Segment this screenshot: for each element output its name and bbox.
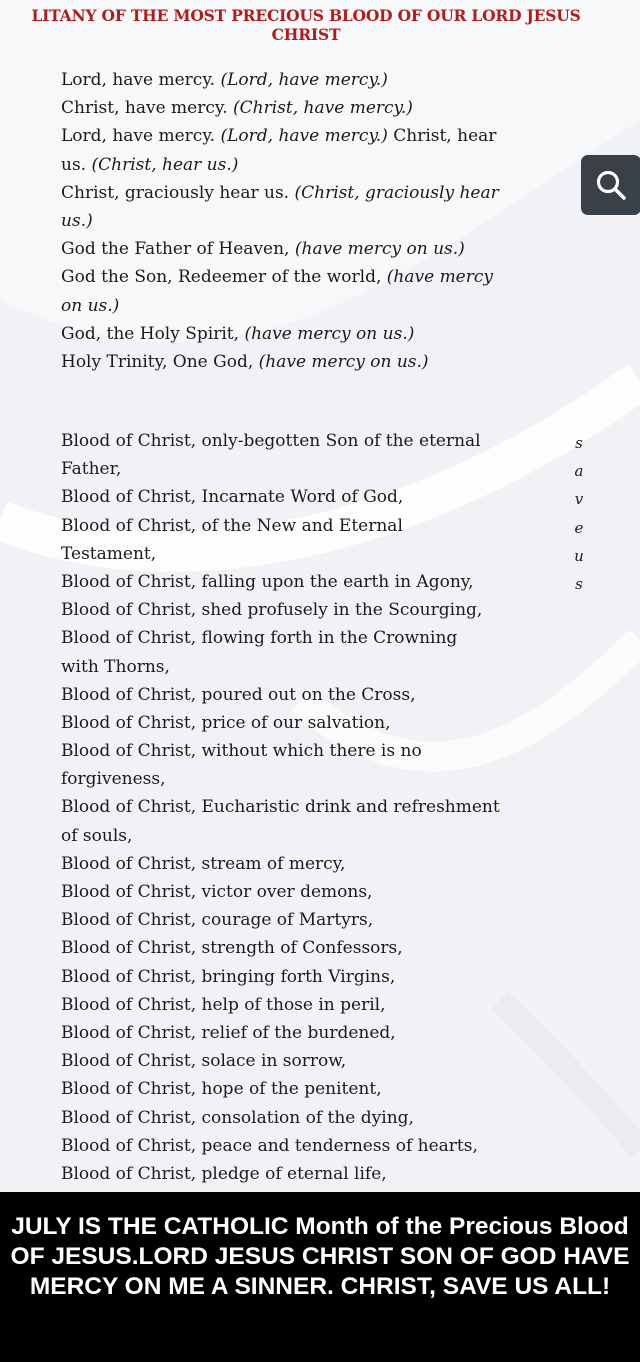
invocation-text: God the Son, Redeemer of the world, bbox=[61, 267, 387, 288]
litany-line: of souls, bbox=[61, 825, 133, 846]
response-text: (Christ, graciously hear bbox=[294, 182, 499, 203]
response-text: us.) bbox=[61, 210, 93, 231]
litany-line: Blood of Christ, consolation of the dying, bbox=[61, 1107, 414, 1128]
invocation-text: us. bbox=[61, 154, 92, 175]
invocation-text: Holy Trinity, One God, bbox=[61, 351, 259, 372]
response-text: (Lord, have mercy.) bbox=[220, 126, 388, 147]
invocation-text: God the Father of Heaven, bbox=[61, 239, 295, 260]
response-text: (Lord, have mercy.) bbox=[220, 70, 388, 90]
litany-line bbox=[61, 179, 499, 207]
litany-line bbox=[61, 348, 499, 376]
litany-line: Blood of Christ, only-begotten Son of the eternal bbox=[61, 431, 481, 451]
litany-line: Blood of Christ, shed profusely in the Scourging, bbox=[61, 600, 483, 621]
side-letter: a bbox=[574, 462, 584, 481]
litany-line: forgiveness, bbox=[61, 769, 166, 790]
litany-line: Blood of Christ, price of our salvation, bbox=[61, 712, 391, 733]
litany-line: Blood of Christ, flowing forth in the Crowning bbox=[61, 628, 458, 649]
response-text: (have mercy on us.) bbox=[258, 351, 429, 372]
blood-invocations bbox=[61, 427, 500, 1188]
invocation-text: Lord, have mercy. bbox=[61, 70, 221, 90]
litany-line: Blood of Christ, strength of Confessors, bbox=[61, 938, 403, 959]
side-letter: s bbox=[575, 434, 583, 452]
invocation-text: Christ, have mercy. bbox=[61, 98, 234, 119]
litany-line: Blood of Christ, hope of the penitent, bbox=[61, 1079, 382, 1100]
invocation-text: Lord, have mercy. bbox=[61, 126, 221, 147]
invocation-text: Christ, graciously hear us. bbox=[61, 182, 295, 203]
litany-line bbox=[61, 207, 499, 235]
invocation-text: God, the Holy Spirit, bbox=[61, 323, 245, 344]
response-text: (have mercy on us.) bbox=[244, 323, 415, 344]
litany-line: Blood of Christ, Eucharistic drink and refreshment bbox=[61, 797, 500, 818]
litany-line: Testament, bbox=[61, 543, 157, 564]
litany-line: Father, bbox=[61, 459, 122, 480]
side-letter: e bbox=[574, 518, 584, 537]
caption-banner: JULY IS THE CATHOLIC Month of the Precious Blood OF JESUS.LORD JESUS CHRIST SON OF GOD HAVE MERCY ON ME A SINNER. CHRIST, SAVE US ALL! bbox=[0, 1192, 640, 1362]
litany-line: Blood of Christ, solace in sorrow, bbox=[61, 1051, 347, 1072]
intro-invocations bbox=[61, 66, 499, 376]
litany-line: Blood of Christ, victor over demons, bbox=[61, 882, 373, 902]
litany-line: Blood of Christ, without which there is no bbox=[61, 741, 422, 762]
side-letter: s bbox=[575, 574, 583, 593]
litany-line bbox=[61, 151, 499, 179]
litany-line bbox=[61, 292, 499, 320]
litany-line: Blood of Christ, bringing forth Virgins, bbox=[61, 966, 396, 987]
response-save-us-vertical bbox=[564, 429, 594, 598]
litany-line bbox=[61, 94, 499, 122]
litany-line: Blood of Christ, pledge of eternal life, bbox=[61, 1163, 387, 1184]
litany-line: Blood of Christ, relief of the burdened, bbox=[61, 1022, 396, 1043]
response-text: (have mercy bbox=[386, 267, 493, 288]
litany-line bbox=[61, 235, 499, 263]
litany-line bbox=[61, 320, 499, 348]
search-icon bbox=[595, 169, 627, 201]
litany-line: Blood of Christ, falling upon the earth in Agony, bbox=[61, 571, 474, 592]
litany-line: Blood of Christ, poured out on the Cross, bbox=[61, 684, 416, 705]
litany-line: Blood of Christ, stream of mercy, bbox=[61, 853, 346, 874]
litany-line bbox=[61, 122, 499, 150]
litany-line: with Thorns, bbox=[61, 656, 170, 677]
search-button[interactable] bbox=[581, 155, 640, 215]
litany-line bbox=[61, 263, 499, 291]
litany-line: Blood of Christ, Incarnate Word of God, bbox=[61, 487, 404, 508]
invocation-continuation: Christ, hear bbox=[387, 126, 497, 147]
litany-line: Blood of Christ, help of those in peril, bbox=[61, 994, 386, 1015]
litany-line bbox=[61, 66, 499, 94]
response-text: on us.) bbox=[61, 295, 120, 316]
litany-line: Blood of Christ, courage of Martyrs, bbox=[61, 910, 374, 931]
side-letter: v bbox=[574, 490, 584, 509]
litany-line: Blood of Christ, peace and tenderness of hearts, bbox=[61, 1135, 478, 1156]
response-text: (Christ, have mercy.) bbox=[233, 98, 413, 119]
page-title: LITANY OF THE MOST PRECIOUS BLOOD OF OUR LORD JESUS CHRIST bbox=[31, 6, 581, 44]
litany-line: Blood of Christ, of the New and Eternal bbox=[61, 515, 403, 536]
response-text: (have mercy on us.) bbox=[294, 239, 465, 260]
side-letter: u bbox=[574, 546, 584, 565]
response-text: (Christ, hear us.) bbox=[91, 154, 239, 175]
